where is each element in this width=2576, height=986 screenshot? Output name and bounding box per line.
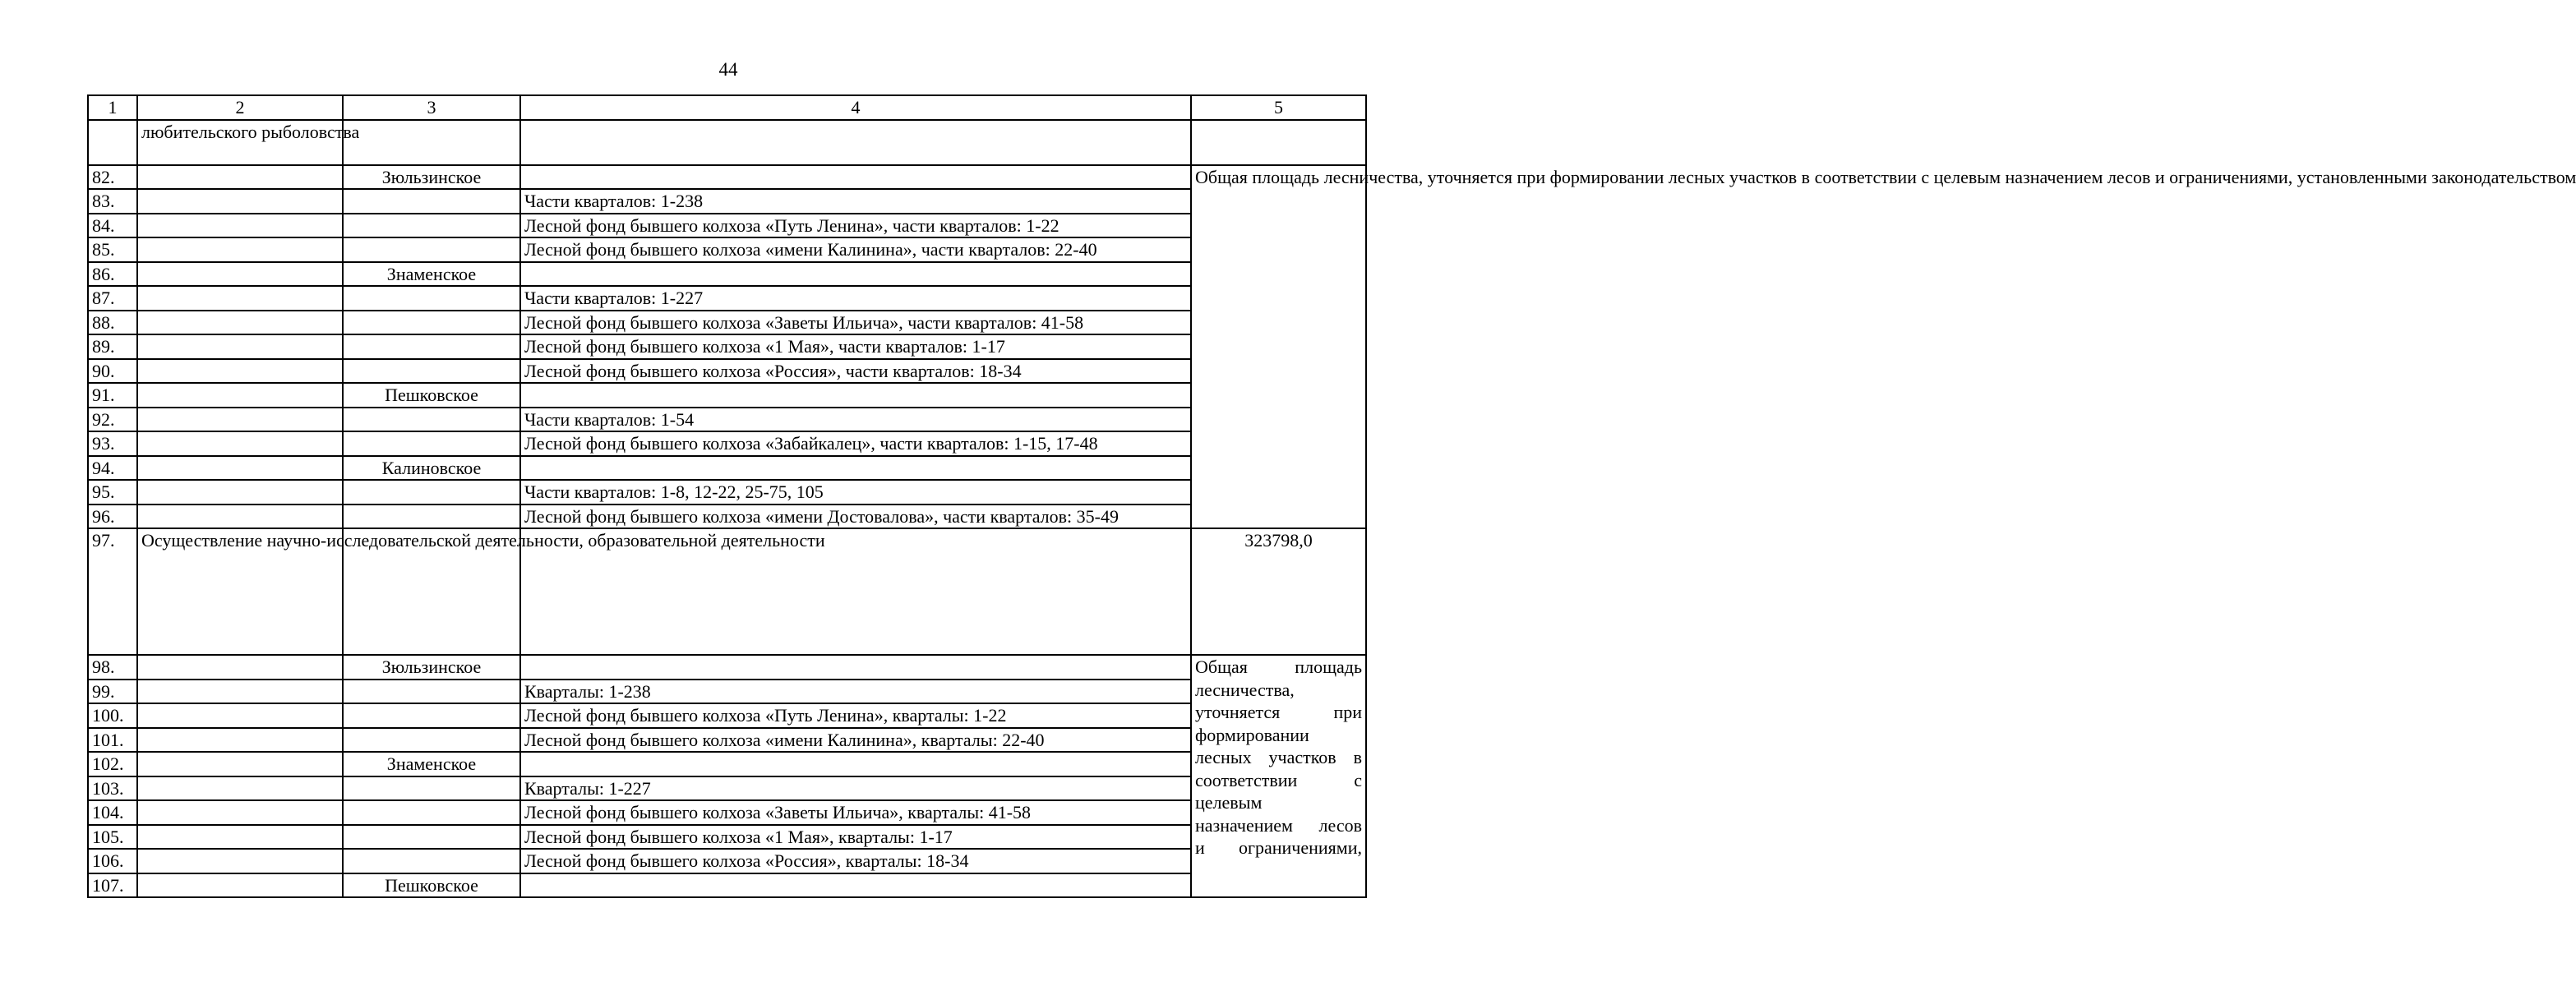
purpose-cell (137, 703, 343, 728)
purpose-cell (137, 480, 343, 505)
row-number-cell: 104. (88, 800, 137, 825)
purpose-cell (137, 408, 343, 432)
quarters-cell (520, 165, 1191, 190)
purpose-cell (137, 728, 343, 753)
table-row (88, 825, 1366, 850)
header-cell: 2 (137, 95, 343, 120)
district-cell (343, 800, 520, 825)
area-note-line: уточняется при (1195, 702, 1362, 722)
purpose-cell (137, 431, 343, 456)
table-row (88, 849, 1366, 873)
table-row (88, 214, 1366, 238)
quarters-cell: Кварталы: 1-227 (520, 776, 1191, 801)
district-cell: Знаменское (343, 752, 520, 776)
district-cell (343, 728, 520, 753)
quarters-cell (520, 120, 1191, 165)
purpose-cell (137, 800, 343, 825)
header-cell: 4 (520, 95, 1191, 120)
row-number-cell: 103. (88, 776, 137, 801)
row-number-cell: 84. (88, 214, 137, 238)
quarters-cell (520, 752, 1191, 776)
row-number-cell: 87. (88, 286, 137, 311)
header-row (88, 95, 1366, 120)
quarters-cell (520, 383, 1191, 408)
row-number-cell: 86. (88, 262, 137, 287)
area-note-cell: Общая площадь лесничества, уточняется при формировании лесных участков в соответствии с целевым назначением лесов и ограничениями, установленными законодательством (1191, 165, 1366, 529)
district-cell (343, 214, 520, 238)
district-cell (343, 703, 520, 728)
row-number-cell: 92. (88, 408, 137, 432)
purpose-cell (137, 165, 343, 190)
page-number: 44 (718, 59, 738, 80)
row-number-cell: 102. (88, 752, 137, 776)
row-number-cell: 88. (88, 311, 137, 335)
row-number-cell: 107. (88, 873, 137, 898)
row-number-cell: 101. (88, 728, 137, 753)
quarters-cell: Лесной фонд бывшего колхоза «1 Мая», части кварталов: 1-17 (520, 334, 1191, 359)
quarters-cell (520, 873, 1191, 898)
purpose-cell (137, 262, 343, 287)
quarters-cell (520, 655, 1191, 680)
purpose-cell (137, 334, 343, 359)
table-row (88, 237, 1366, 262)
quarters-cell: Части кварталов: 1-238 (520, 189, 1191, 214)
district-cell (343, 334, 520, 359)
area-note-line: назначением лесов (1195, 814, 1362, 836)
header-cell: 3 (343, 95, 520, 120)
purpose-cell (137, 849, 343, 873)
area-note-line: лесных участков в (1195, 747, 1362, 767)
district-cell (343, 311, 520, 335)
quarters-cell (520, 262, 1191, 287)
table-row (88, 311, 1366, 335)
quarters-cell: Лесной фонд бывшего колхоза «Россия», части кварталов: 18-34 (520, 359, 1191, 384)
district-cell: Пешковское (343, 873, 520, 898)
purpose-cell (137, 680, 343, 704)
row-number-cell (88, 120, 137, 165)
area-note-line: формировании (1195, 724, 1309, 745)
district-cell (343, 505, 520, 529)
district-cell (343, 431, 520, 456)
district-cell: Зюльзинское (343, 165, 520, 190)
table-row (88, 728, 1366, 753)
district-cell: Калиновское (343, 456, 520, 481)
row-number-cell: 90. (88, 359, 137, 384)
quarters-cell: Лесной фонд бывшего колхоза «имени Калинина», части кварталов: 22-40 (520, 237, 1191, 262)
row-number-cell: 83. (88, 189, 137, 214)
table-row (88, 334, 1366, 359)
purpose-cell (137, 505, 343, 529)
district-cell (343, 359, 520, 384)
table-row (88, 286, 1366, 311)
table-row (88, 505, 1366, 529)
row-number-cell: 94. (88, 456, 137, 481)
table-row (88, 359, 1366, 384)
quarters-cell: Лесной фонд бывшего колхоза «Путь Ленина», части кварталов: 1-22 (520, 214, 1191, 238)
purpose-cell (137, 752, 343, 776)
quarters-cell: Лесной фонд бывшего колхоза «имени Достовалова», части кварталов: 35-49 (520, 505, 1191, 529)
table-row (88, 165, 1366, 190)
district-cell (343, 237, 520, 262)
area-note-line: соответствии с (1195, 769, 1362, 790)
area-note-cell (1191, 655, 1366, 897)
row-number-cell: 99. (88, 680, 137, 704)
row-number-cell: 91. (88, 383, 137, 408)
purpose-cell (137, 359, 343, 384)
row-number-cell: 100. (88, 703, 137, 728)
row-number-cell: 105. (88, 825, 137, 850)
purpose-cell (137, 776, 343, 801)
purpose-cell (137, 237, 343, 262)
table-row (88, 456, 1366, 481)
district-cell (343, 189, 520, 214)
quarters-cell: Лесной фонд бывшего колхоза «Путь Ленина», кварталы: 1-22 (520, 703, 1191, 728)
purpose-cell (137, 311, 343, 335)
row-number-cell: 97. (88, 528, 137, 655)
purpose-cell (137, 873, 343, 898)
quarters-cell (520, 456, 1191, 481)
quarters-cell: Лесной фонд бывшего колхоза «Заветы Ильича», кварталы: 41-58 (520, 800, 1191, 825)
row-number-cell: 98. (88, 655, 137, 680)
district-cell (343, 849, 520, 873)
purpose-cell (137, 286, 343, 311)
quarters-cell: Лесной фонд бывшего колхоза «имени Калинина», кварталы: 22-40 (520, 728, 1191, 753)
purpose-cell: любительского рыболовства (137, 120, 343, 165)
area-note-line: Общая площадь (1195, 657, 1362, 677)
table-row (88, 776, 1366, 801)
table-row (88, 680, 1366, 704)
quarters-cell: Части кварталов: 1-8, 12-22, 25-75, 105 (520, 480, 1191, 505)
header-cell: 1 (88, 95, 137, 120)
table-row (88, 752, 1366, 776)
header-cell: 5 (1191, 95, 1366, 120)
quarters-cell: Части кварталов: 1-227 (520, 286, 1191, 311)
table-row (88, 480, 1366, 505)
table-row (88, 120, 1366, 165)
row-number-cell: 89. (88, 334, 137, 359)
row-number-cell: 82. (88, 165, 137, 190)
district-cell (343, 408, 520, 432)
purpose-cell (137, 383, 343, 408)
area-cell (1191, 120, 1366, 165)
district-cell (343, 825, 520, 850)
district-cell (343, 480, 520, 505)
table-row (88, 703, 1366, 728)
purpose-cell (137, 825, 343, 850)
quarters-cell: Лесной фонд бывшего колхоза «Забайкалец», части кварталов: 1-15, 17-48 (520, 431, 1191, 456)
table-row (88, 431, 1366, 456)
area-note-line: и ограничениями, (1195, 837, 1362, 858)
quarters-cell: Лесной фонд бывшего колхоза «Заветы Ильича», части кварталов: 41-58 (520, 311, 1191, 335)
district-cell: Знаменское (343, 262, 520, 287)
forest-table (87, 94, 2576, 898)
purpose-cell (137, 655, 343, 680)
table-row (88, 383, 1366, 408)
district-cell (343, 680, 520, 704)
purpose-cell: Осуществление научно-исследовательской деятельности, образовательной деятельности (137, 528, 343, 655)
purpose-cell (137, 214, 343, 238)
purpose-cell (137, 456, 343, 481)
row-number-cell: 93. (88, 431, 137, 456)
quarters-cell: Лесной фонд бывшего колхоза «Россия», кварталы: 18-34 (520, 849, 1191, 873)
quarters-cell: Части кварталов: 1-54 (520, 408, 1191, 432)
quarters-cell: Лесной фонд бывшего колхоза «1 Мая», кварталы: 1-17 (520, 825, 1191, 850)
quarters-cell: Кварталы: 1-238 (520, 680, 1191, 704)
table-row (88, 800, 1366, 825)
district-cell: Зюльзинское (343, 655, 520, 680)
district-cell: Пешковское (343, 383, 520, 408)
row-number-cell: 95. (88, 480, 137, 505)
area-note-line: лесничества, (1195, 679, 1295, 700)
table-row (88, 655, 1366, 680)
table-row (88, 262, 1366, 287)
row-number-cell: 96. (88, 505, 137, 529)
table-row (88, 528, 1366, 655)
purpose-cell (137, 189, 343, 214)
table-row (88, 408, 1366, 432)
row-number-cell: 106. (88, 849, 137, 873)
area-note-line: целевым (1195, 792, 1263, 813)
district-cell (343, 776, 520, 801)
district-cell (343, 286, 520, 311)
district-cell (343, 120, 520, 165)
row-number-cell: 85. (88, 237, 137, 262)
area-cell: 323798,0 (1191, 528, 1366, 655)
table-row (88, 189, 1366, 214)
table-row (88, 873, 1366, 898)
